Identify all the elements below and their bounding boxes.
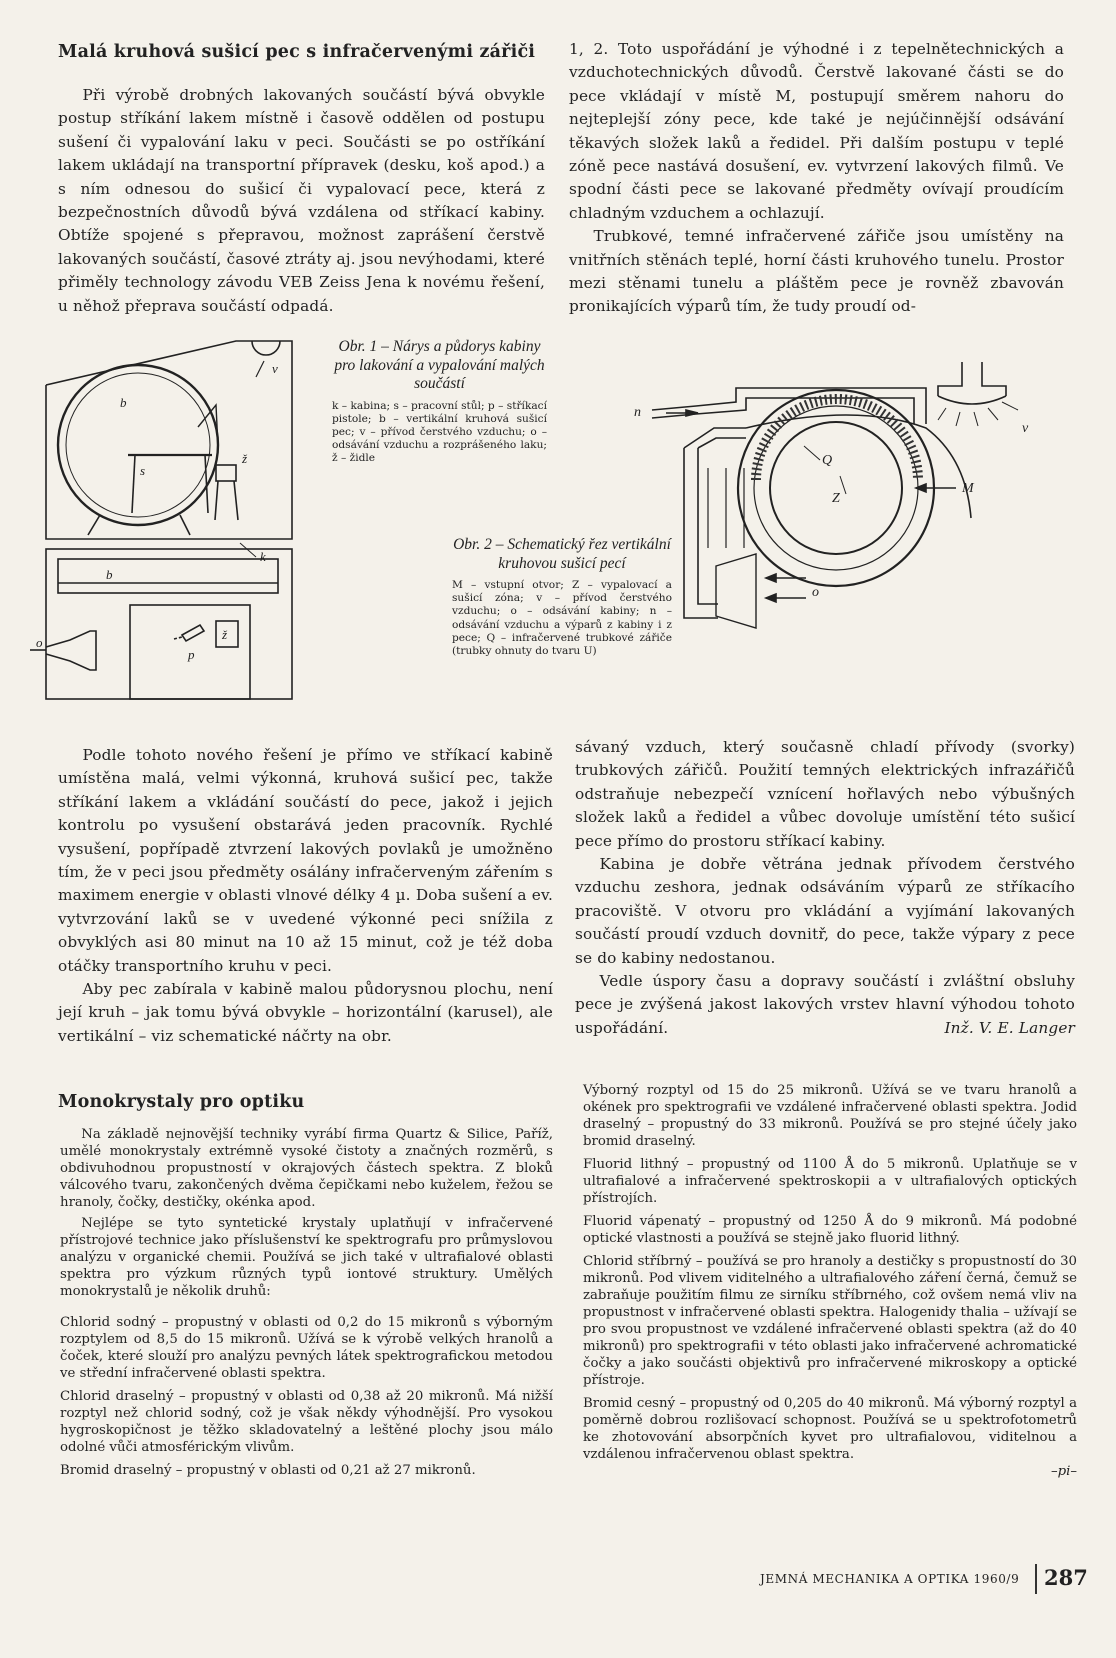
article-title: Monokrystaly pro optiku bbox=[58, 1092, 305, 1112]
crystal-item: Chlorid stříbrný – používá se pro hranoly a destičky s propustností do 30 mikronů. Pod vlivem viditelného a ultrafialového záření černá, čemuž se zabraňuje použitím filmu ze sirníku stříbrného, což ovšem nemá vliv na propustnost v infračervené oblasti spektra. Halogenidy thalia – užívají se pro svou propustnost ve vzdálené infračervené oblasti spektra (až do 40 mikronů) pro spektrografii v této oblasti jako infračervené achromatické čočky a jako součásti objektivů pro infračervené mikroskopy a optické přístroje. bbox=[583, 1254, 1077, 1388]
paragraph: Při výrobě drobných lakovaných součástí bývá obvykle postup stříkání lakem místně i časově oddělen od postupu sušení či vypalování laku v peci. Součásti se po ostříkání lakem ukládají na transportní přípravek (desku, koš apod.) a s ním odnesou do sušicí či vypalovací pece, která z bezpečnostních důvodů bývá vzdálena od stříkací kabiny. Obtíže spojené s přepravou, možnost zaprášení čerstvě lakovaných součástí, časové ztráty aj. jsou nevýhodami, které přiměly technology závodu VEB Zeiss Jena k novému řešení, u něhož přeprava součástí odpadá. bbox=[58, 86, 545, 315]
article1-col2-top bbox=[569, 38, 1064, 319]
figure-2-title: Obr. 2 – Schematický řez vertikální kruhovou sušicí pecí bbox=[453, 536, 671, 572]
figure-2-drawing bbox=[626, 368, 1086, 688]
article2-col2 bbox=[583, 1082, 1077, 1480]
figure-2-caption bbox=[452, 536, 672, 658]
paragraph: Podle tohoto nového řešení je přímo ve stříkací kabině umístěna malá, velmi výkonná, kruhová sušicí pec, takže stříkání lakem a vkládání součástí do pece, jakož i jejich kontrolu po vysušení obstarává jeden pracovník. Rychlé vysušení, popřípadě ztvrzení lakových povlaků je umožněno tím, že v peci jsou předměty osálány infračerveným zářením s maximem energie v oblasti vlnové délky 4 µ. Doba sušení a ev. vytvrzování laků se v uvedené výkonné peci snížila z obvyklých asi 80 minut na 10 až 15 minut, což je též doba otáčky transportního kruhu v peci. bbox=[58, 746, 553, 975]
page-number: 287 bbox=[1044, 1565, 1088, 1590]
fig2-label: n bbox=[634, 405, 641, 420]
fig1-label: v bbox=[272, 361, 278, 376]
article1-col2-bottom bbox=[575, 736, 1075, 1040]
fig2-label: M bbox=[962, 481, 974, 496]
figure-2-legend: M – vstupní otvor; Z – vypalovací a sušicí zóna; v – přívod čerstvého vzduchu; o – odsávání kabiny; n – odsávání vzduchu a výparů z kabiny i z pece; Q – infračervené trubkové zářiče (trubky ohnuty do tvaru U) bbox=[452, 579, 672, 658]
paragraph: Nejlépe se tyto syntetické krystaly uplatňují v infračervené přístrojové technice jako příslušenství ke spektrografu pro průmyslovou analýzu v organické chemii. Používá se jich také v ultrafialové oblasti spektra pro výzkum různých typů iontové struktury. Umělých monokrystalů je několik druhů: bbox=[60, 1216, 553, 1299]
footer-divider bbox=[1035, 1564, 1037, 1594]
journal-name: JEMNÁ MECHANIKA A OPTIKA 1960/9 bbox=[760, 1572, 1020, 1586]
article2-col1 bbox=[60, 1126, 553, 1485]
paragraph: Na základě nejnovější techniky vyrábí firma Quartz & Silice, Paříž, umělé monokrystaly extrémně vysoké čistoty a značných rozměrů, s obdivuhodnou propustností v okrajových částech spektra. Z bloků válcového tvaru, zakončených dvěma čepičkami nebo kuželem, řežou se hranoly, čočky, destičky, okénka apod. bbox=[60, 1127, 553, 1210]
article-title: Malá kruhová sušicí pec s infračervenými zářiči bbox=[58, 42, 536, 62]
fig2-label: v bbox=[1022, 421, 1029, 436]
fig1-label: b bbox=[120, 395, 127, 410]
crystal-item: Výborný rozptyl od 15 do 25 mikronů. Užívá se ve tvaru hranolů a okének pro spektrografii ve vzdálené infračervené oblasti spektra. Jodid draselný – propustný do 33 mikronů. Používá se pro stejné účely jako bromid draselný. bbox=[583, 1083, 1077, 1149]
crystal-item: Bromid draselný – propustný v oblasti od 0,21 až 27 mikronů. bbox=[60, 1463, 476, 1478]
paragraph: Trubkové, temné infračervené zářiče jsou umístěny na vnitřních stěnách teplé, horní části kruhového tunelu. Prostor mezi stěnami tunelu a pláštěm pece je rovněž zbavován pronikajících výparů tím, že tudy proudí od- bbox=[569, 227, 1064, 316]
figure-1-drawing bbox=[36, 335, 300, 715]
paragraph: 1, 2. Toto uspořádání je výhodné i z tepelnětechnických a vzduchotechnických důvodů. Čerstvě lakované části se do pece vkládají v místě M, postupují směrem nahoru do nejteplejší zóny pece, kde také je nejúčinnější odsávání těkavých složek laků a ředidel. Při dalším postupu v teplé zóně pece nastává dosušení, ev. vytvrzení lakových filmů. Ve spodní části pece se lakované předměty ovívají proudícím chladným vzduchem a ochlazují. bbox=[569, 40, 1064, 222]
paragraph-text: Vedle úspory času a dopravy součástí i zvláštní obsluhy pece je zvýšená jakost lakových vrstev hlavní výhodou tohoto uspořádání. bbox=[575, 972, 1075, 1037]
crystal-item: Bromid cesný – propustný od 0,205 do 40 mikronů. Má výborný rozptyl a poměrně dobrou rozlišovací schopnost. Používá se u spektrofotometrů ke zhotovování absorpčních kyvet pro ultrafialovou, viditelnou a vzdálenou infračervenou oblast spektra. bbox=[583, 1396, 1077, 1462]
article1-col1-top bbox=[58, 84, 545, 318]
figure-1-legend: k – kabina; s – pracovní stůl; p – stříkací pistole; b – vertikální kruhová sušicí pec; v – přívod čerstvého vzduchu; o – odsávání vzduchu a rozprášeného laku; ž – židle bbox=[332, 399, 547, 465]
fig1-label: ž bbox=[222, 627, 228, 642]
fig1-label: s bbox=[140, 463, 146, 478]
fig1-label: ž bbox=[242, 451, 248, 466]
paragraph: Kabina je dobře větrána jednak přívodem čerstvého vzduchu zeshora, jednak odsáváním výparů ze stříkacího pracoviště. V otvoru pro vkládání a vyjímání lakovaných součástí proudí vzduch dovnitř, do pece, takže výpary z pece se do kabiny nedostanou. bbox=[575, 855, 1075, 967]
figure-1-title: Obr. 1 – Nárys a půdorys kabiny pro lakování a vypalování malých součástí bbox=[334, 338, 545, 392]
fig2-label: Q bbox=[822, 453, 833, 468]
crystal-item: Chlorid draselný – propustný v oblasti od 0,38 až 20 mikronů. Má nižší rozptyl než chlorid sodný, což je však někdy výhodnější. Pro vysokou hygroskopičnost je těžko skladovatelný a leštěné plochy jsou málo odolné vůči atmosférickým vlivům. bbox=[60, 1389, 553, 1455]
fig1-label: k bbox=[260, 549, 266, 564]
paragraph: sávaný vzduch, který současně chladí přívody (svorky) trubkových zářičů. Použití temných elektrických infrazářičů odstraňuje nebezpečí vznícení hořlavých nebo výbušných složek laků a ředidel a vůbec dovoluje umístění této sušicí pece přímo do prostoru stříkací kabiny. bbox=[575, 738, 1075, 850]
crystal-item: Fluorid vápenatý – propustný od 1250 Å do 9 mikronů. Má podobné optické vlastnosti a používá se stejně jako fluorid lithný. bbox=[583, 1214, 1077, 1246]
fig1-label: p bbox=[188, 647, 195, 662]
fig1-label: o bbox=[36, 635, 43, 650]
figure-1-caption bbox=[332, 338, 547, 466]
fig2-label: Z bbox=[832, 491, 840, 506]
crystal-item: Fluorid lithný – propustný od 1100 Å do 5 mikronů. Uplatňuje se v ultrafialové a infračervené spektroskopii a v ultrafialových optických přístrojích. bbox=[583, 1157, 1077, 1206]
author: Inž. V. E. Langer bbox=[944, 1018, 1075, 1037]
paragraph bbox=[575, 970, 1075, 1040]
page-footer bbox=[760, 1562, 1088, 1596]
paragraph: Aby pec zabírala v kabině malou půdorysnou plochu, není její kruh – jak tomu bývá obvykle – horizontální (karusel), ale vertikální – viz schematické náčrty na obr. bbox=[58, 980, 553, 1045]
fig1-label: b bbox=[106, 567, 113, 582]
fig2-label: o bbox=[812, 585, 819, 600]
article1-col1-bottom bbox=[58, 744, 553, 1048]
crystal-item: Chlorid sodný – propustný v oblasti od 0,2 do 15 mikronů s výborným rozptylem od 8,5 do 15 mikronů. Užívá se k výrobě velkých hranolů a čoček, které slouží pro analýzu pevných látek spektrografickou metodou ve střední infračervené oblasti spektra. bbox=[60, 1315, 553, 1381]
signature: –pi– bbox=[1050, 1464, 1077, 1479]
